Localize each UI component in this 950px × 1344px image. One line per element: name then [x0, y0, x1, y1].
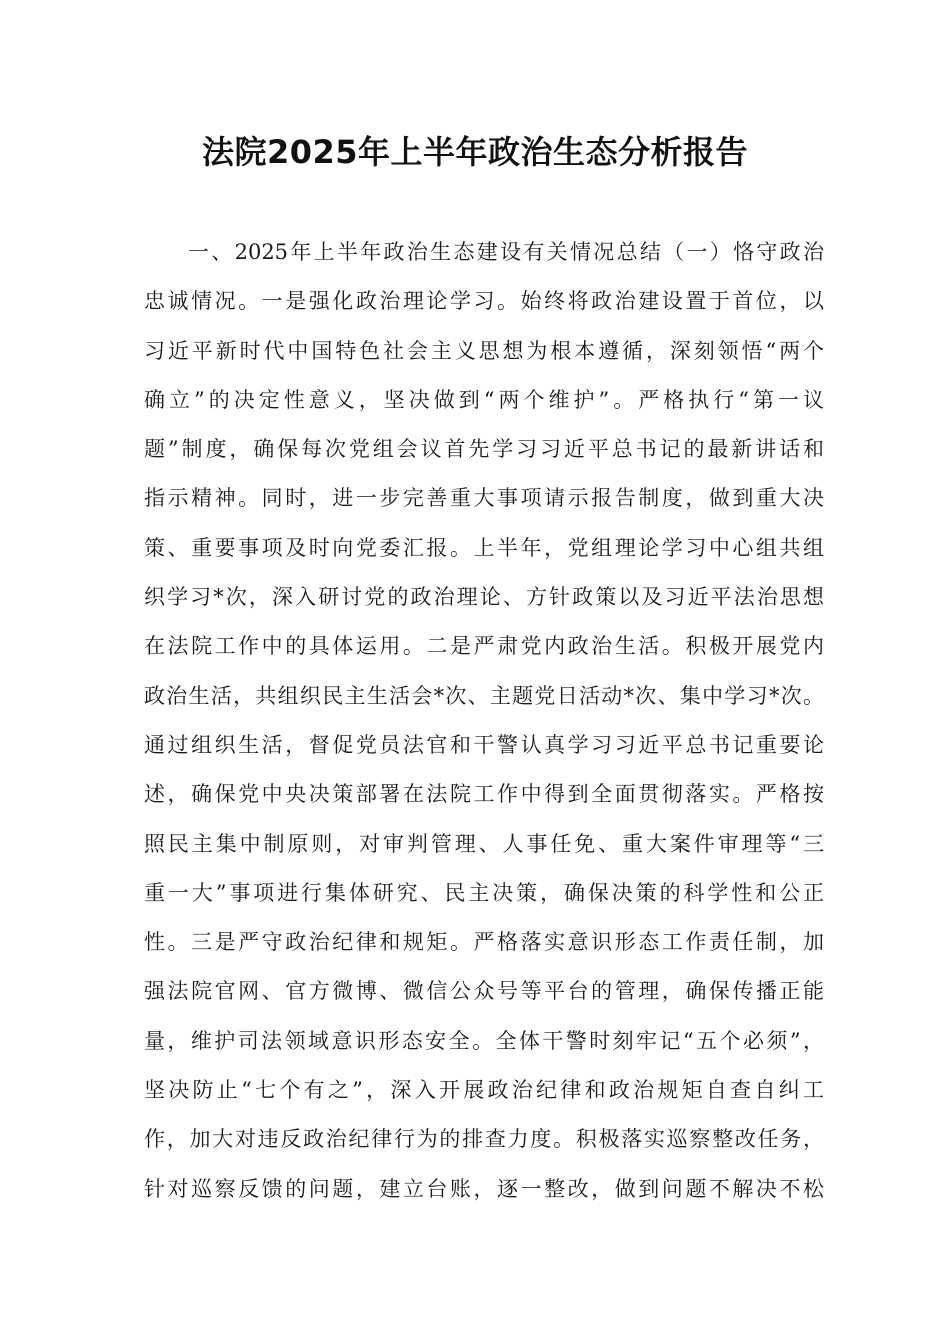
body-line: 量，维护司法领域意识形态安全。全体干警时刻牢记“五个必须”， — [144, 1028, 824, 1053]
body-line: 述，确保党中央决策部署在法院工作中得到全面贯彻落实。严格按 — [144, 782, 824, 807]
body-line: 在法院工作中的具体运用。二是严肃党内政治生活。积极开展党内 — [144, 634, 824, 659]
body-line: 习近平新时代中国特色社会主义思想为根本遵循，深刻领悟“两个 — [144, 338, 824, 363]
body-line: 作，加大对违反政治纪律行为的排查力度。积极落实巡察整改任务， — [144, 1127, 824, 1152]
document-body — [144, 228, 824, 1214]
body-line: 指示精神。同时，进一步完善重大事项请示报告制度，做到重大决 — [144, 486, 824, 511]
body-line: 忠诚情况。一是强化政治理论学习。始终将政治建设置于首位，以 — [144, 289, 824, 314]
body-line: 政治生活，共组织民主生活会*次、主题党日活动*次、集中学习*次。 — [144, 683, 824, 708]
body-line: 题”制度，确保每次党组会议首先学习习近平总书记的最新讲话和 — [144, 437, 824, 462]
body-line: 性。三是严守政治纪律和规矩。严格落实意识形态工作责任制，加 — [144, 930, 824, 955]
body-line: 强法院官网、官方微博、微信公众号等平台的管理，确保传播正能 — [144, 979, 824, 1004]
body-line: 确立”的决定性意义，坚决做到“两个维护”。严格执行“第一议 — [144, 387, 824, 412]
body-line: 策、重要事项及时向党委汇报。上半年，党组理论学习中心组共组 — [144, 535, 824, 560]
body-line: 一、2025年上半年政治生态建设有关情况总结（一）恪守政治 — [188, 240, 824, 264]
body-line: 坚决防止“七个有之”，深入开展政治纪律和政治规矩自查自纠工 — [144, 1078, 824, 1103]
body-line: 通过组织生活，督促党员法官和干警认真学习习近平总书记重要论 — [144, 732, 824, 757]
body-line: 针对巡察反馈的问题，建立台账，逐一整改，做到问题不解决不松 — [144, 1176, 824, 1201]
body-line: 织学习*次，深入研讨党的政治理论、方针政策以及习近平法治思想 — [144, 585, 824, 610]
document-title: 法院2025年上半年政治生态分析报告 — [201, 133, 749, 171]
body-line: 照民主集中制原则，对审判管理、人事任免、重大案件审理等“三 — [144, 831, 824, 856]
body-line: 重一大”事项进行集体研究、民主决策，确保决策的科学性和公正 — [144, 880, 824, 905]
